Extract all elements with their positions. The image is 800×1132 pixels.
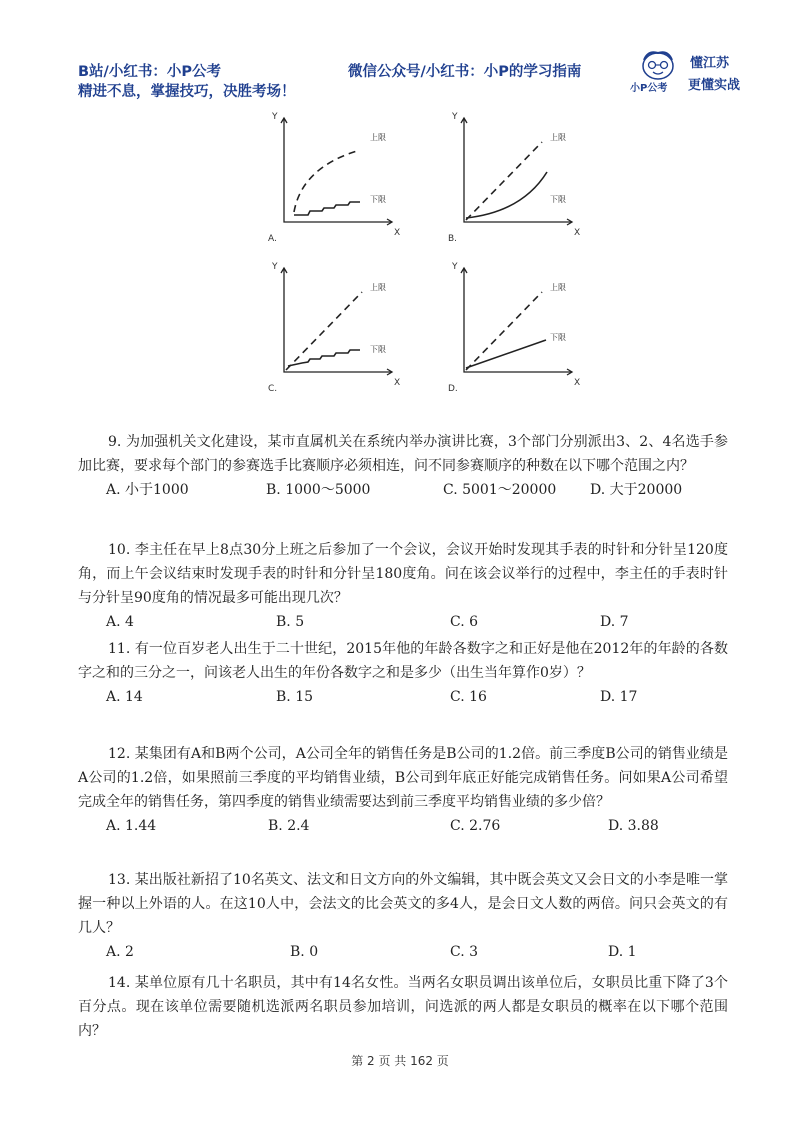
option-b: B. 15 (276, 689, 314, 705)
graph-a-lower-label: 下限 (370, 195, 386, 204)
cartoon-face-icon (634, 50, 682, 80)
question-stem: 9. 为加强机关文化建设，某市直属机关在系统内举办演讲比赛，3个部门分别派出3、2、4名选手参加比赛，要求每个部门的参赛选手比赛顺序必须相连，问不同参赛顺序的种数在以下哪个范围之内？ (78, 434, 728, 474)
graph-b-panel-label: B. (448, 234, 458, 244)
option-d: D. 17 (600, 689, 638, 705)
question-11 (78, 637, 728, 709)
graph-b-lower-curve (466, 172, 547, 218)
question-stem: 10. 李主任在早上8点30分上班之后参加了一个会议，会议开始时发现其手表的时针和分针呈120度角，而上午会议结束时发现手表的时针和分针呈180度角。问在该会议举行的过程中，李主任的手表时针与分针呈90度角的情况最多可能出现几次？ (78, 542, 728, 606)
question-stem: 14. 某单位原有几十名职员，其中有14名女性。当两名女职员调出该单位后，女职员比重下降了3个百分点。现在该单位需要随机选派两名职员参加培训，问选派的两人都是女职员的概率在以下哪个范围内？ (78, 975, 728, 1039)
option-b: B. 5 (276, 614, 305, 630)
option-d: D. 3.88 (608, 818, 659, 834)
graph-b-lower-label: 下限 (550, 195, 566, 204)
graph-b-upper-label: 上限 (550, 133, 566, 142)
option-b: B. 0 (290, 944, 319, 960)
option-a: A. 1.44 (106, 818, 157, 834)
graph-b-x-label: X (574, 228, 581, 238)
question-stem: 11. 有一位百岁老人出生于二十世纪，2015年他的年龄各数字之和正好是他在2012年的年龄的各数字之和的三分之一，问该老人出生的年份各数字之和是多少（出生当年算作0岁）？ (78, 641, 728, 681)
graph-c-upper-label: 上限 (370, 283, 386, 292)
option-a: A. 2 (106, 944, 134, 960)
option-d: D. 大于20000 (590, 482, 683, 498)
question-10 (78, 538, 728, 634)
graph-c-y-label: Y (272, 262, 278, 272)
question-14 (78, 971, 728, 1043)
graph-d (442, 262, 582, 402)
graph-d-upper-line (466, 292, 542, 370)
graph-d-panel-label: D. (448, 384, 458, 394)
option-row (78, 478, 728, 502)
header-bilibili-xiaohongshu: B站/小红书：小P公考 (78, 64, 221, 80)
page-number: 第 2 页 共 162 页 (351, 1054, 449, 1068)
option-b: B. 1000～5000 (266, 482, 371, 498)
graph-a-panel-label: A. (268, 234, 277, 244)
option-row (78, 814, 728, 838)
option-a: A. 小于1000 (106, 482, 189, 498)
option-a: A. 4 (106, 614, 134, 630)
question-9 (78, 430, 728, 502)
logo-slogan-line1: 懂江苏 (690, 56, 730, 71)
logo-brand-text: 小P公考 (630, 83, 668, 94)
option-d: D. 7 (600, 614, 629, 630)
graph-c-lower-label: 下限 (370, 345, 386, 354)
question-stem: 12. 某集团有A和B两个公司，A公司全年的销售任务是B公司的1.2倍。前三季度B公司的销售业绩是A公司的1.2倍，如果照前三季度的平均销售业绩，B公司到年底正好能完成销售任务。问如果A公司希望完成全年的销售任务，第四季度的销售业绩需要达到前三季度平均销售业绩的多少倍？ (78, 746, 728, 810)
header-wechat: 微信公众号/小红书：小P的学习指南 (348, 64, 582, 80)
option-c: C. 5001～20000 (443, 482, 557, 498)
question-stem: 13. 某出版社新招了10名英文、法文和日文方向的外文编辑，其中既会英文又会日文的小李是唯一掌握一种以上外语的人。在这10人中，会法文的比会英文的多4人，是会日文人数的两倍。问只会英文的有几人？ (78, 872, 728, 936)
option-row (78, 610, 728, 634)
option-a: A. 14 (106, 689, 143, 705)
graph-d-upper-label: 上限 (550, 283, 566, 292)
option-b: B. 2.4 (268, 818, 310, 834)
graph-b (442, 112, 582, 252)
graph-a (262, 112, 402, 252)
question-13 (78, 868, 728, 964)
graph-a-upper-label: 上限 (370, 133, 386, 142)
graph-d-x-label: X (574, 378, 581, 388)
header-slogan: 精进不息，掌握技巧，决胜考场！ (78, 84, 296, 100)
option-c: C. 2.76 (450, 818, 501, 834)
question-12 (78, 742, 728, 838)
brand-logo (630, 50, 750, 96)
graph-a-y-label: Y (272, 112, 278, 122)
option-row (78, 685, 728, 709)
graph-a-x-label: X (394, 228, 401, 238)
graph-b-y-label: Y (452, 112, 458, 122)
option-c: C. 3 (450, 944, 479, 960)
graph-d-y-label: Y (452, 262, 458, 272)
graph-c-panel-label: C. (268, 384, 278, 394)
graph-d-lower-label: 下限 (550, 333, 566, 342)
graph-c (262, 262, 402, 402)
graph-c-upper-line (286, 292, 362, 370)
option-c: C. 16 (450, 689, 487, 705)
option-c: C. 6 (450, 614, 479, 630)
graph-d-lower-line (466, 340, 546, 368)
graph-a-lower-curve (294, 202, 360, 215)
option-d: D. 1 (608, 944, 637, 960)
graph-c-x-label: X (394, 378, 401, 388)
logo-slogan-line2: 更懂实战 (688, 78, 741, 93)
option-row (78, 940, 728, 964)
